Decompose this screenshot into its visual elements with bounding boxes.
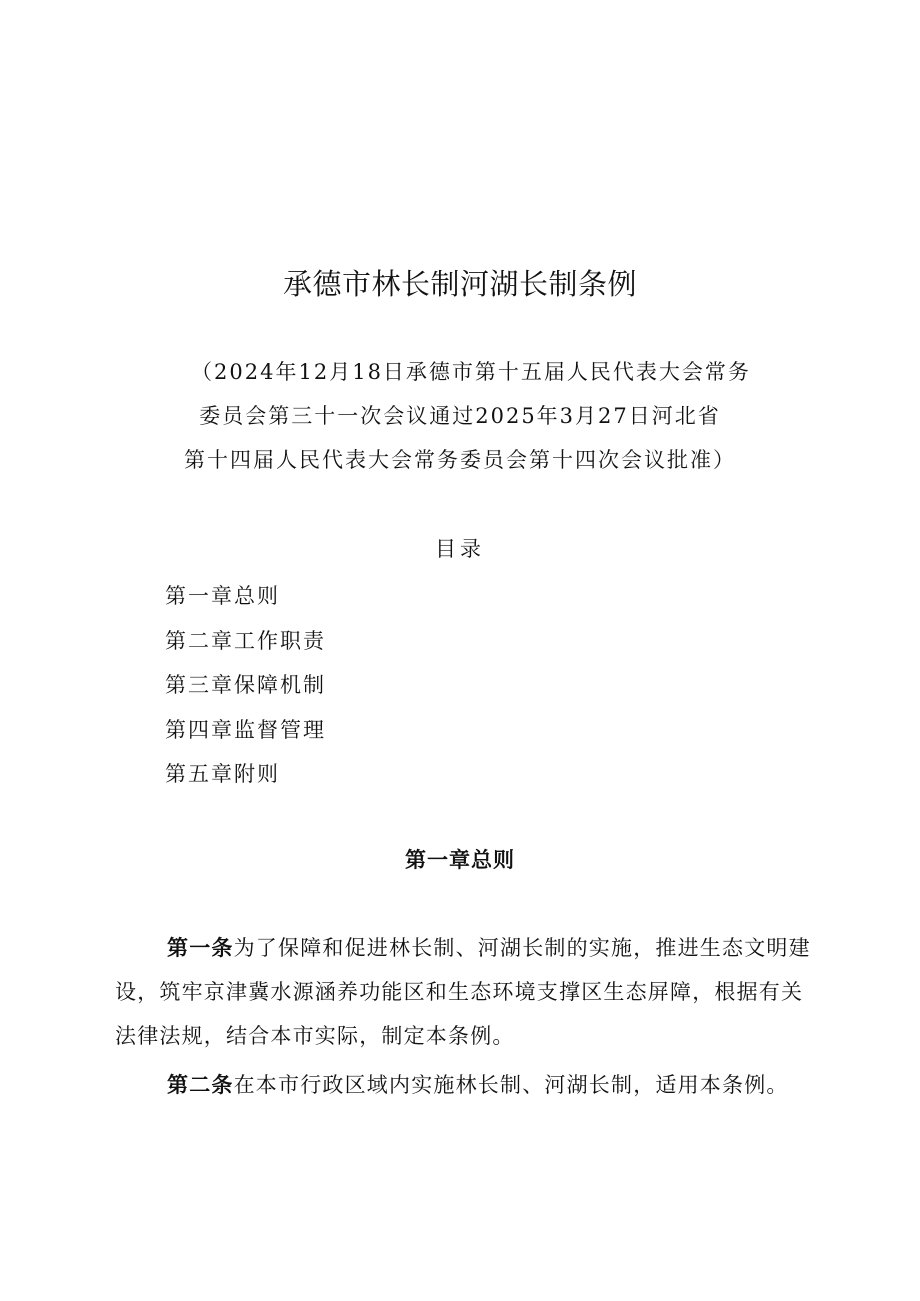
- adoption-note-line: 第十四届人民代表大会常务委员会第十四次会议批准）: [184, 448, 736, 472]
- chapter-heading: 第一章总则: [405, 847, 515, 872]
- document-title: 承德市林长制河湖长制条例: [282, 267, 637, 301]
- adoption-note-line: （2024年12月18日承德市第十五届人民代表大会常务: [191, 360, 751, 384]
- toc-heading: 目录: [435, 537, 485, 561]
- article-1: [115, 926, 815, 1058]
- toc-item-chapter-5: 第五章附则: [165, 762, 280, 786]
- article-2: [115, 1063, 815, 1107]
- adoption-note: [0, 350, 920, 482]
- adoption-note-line: 委员会第三十一次会议通过2025年3月27日河北省: [199, 404, 721, 428]
- toc-item-chapter-1: 第一章总则: [165, 584, 280, 608]
- article-text: 为了保障和促进林长制、河湖长制的实施，推进生态文明建设，筑牢京津冀水源涵养功能区和生态环境支撑区生态屏障，根据有关法律法规，结合本市实际，制定本条例。: [115, 936, 811, 1048]
- article-label: 第一条: [167, 935, 234, 960]
- article-text: 在本市行政区域内实施林长制、河湖长制，适用本条例。: [233, 1073, 789, 1097]
- article-label: 第二条: [167, 1072, 234, 1097]
- table-of-contents: [165, 574, 765, 797]
- toc-item-chapter-3: 第三章保障机制: [165, 673, 326, 697]
- toc-item-chapter-2: 第二章工作职责: [165, 628, 326, 653]
- toc-item-chapter-4: 第四章监督管理: [165, 717, 326, 742]
